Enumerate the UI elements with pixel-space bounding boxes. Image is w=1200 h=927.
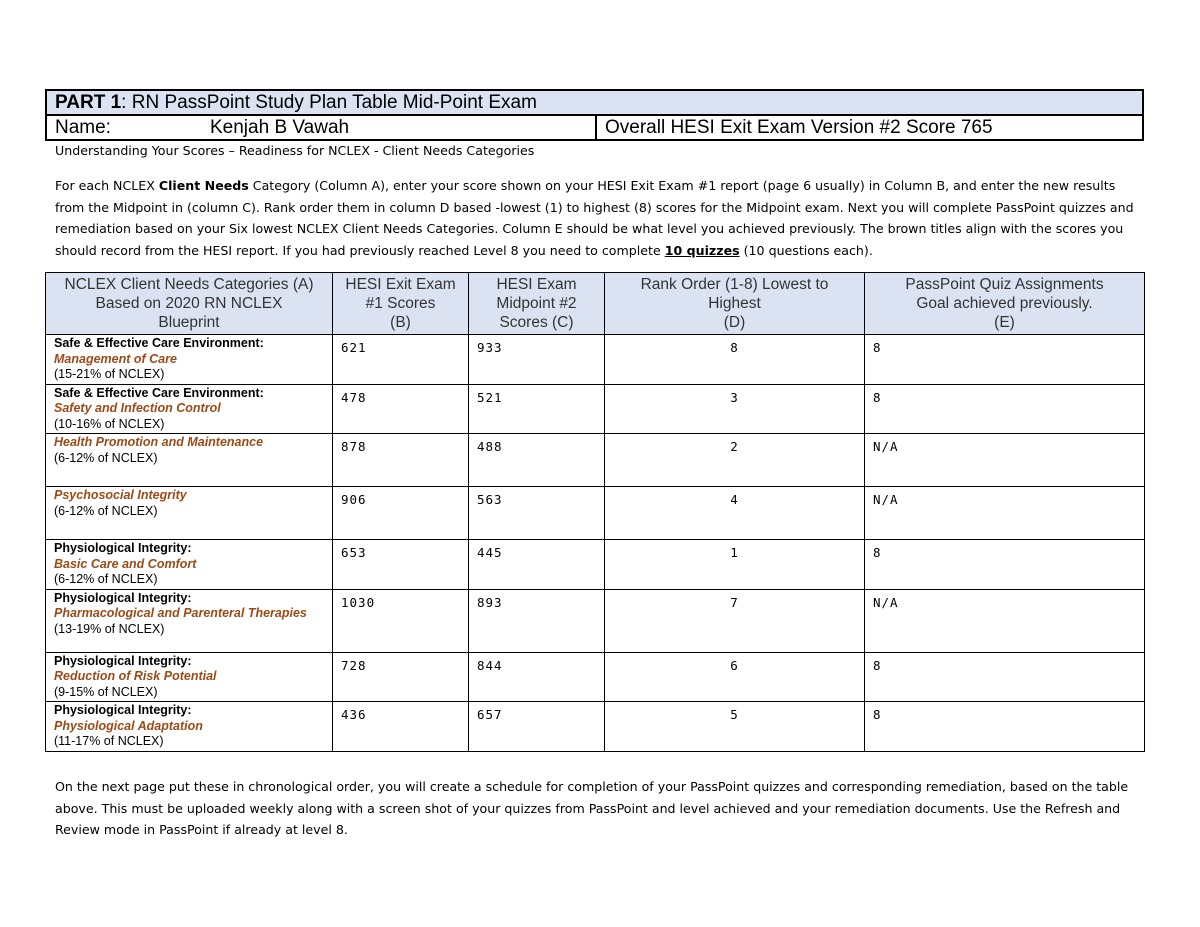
col-a-header: NCLEX Client Needs Categories (A) Based on 2020 RN NCLEX Blueprint <box>46 273 333 335</box>
category-name: Reduction of Risk Potential <box>54 669 217 683</box>
rank-cell: 1 <box>605 540 865 590</box>
category-name: Safety and Infection Control <box>54 401 221 415</box>
rank-cell: 4 <box>605 487 865 540</box>
score-b-cell: 436 <box>333 702 469 752</box>
table-header-row <box>46 273 1145 335</box>
category-percent: (6-12% of NCLEX) <box>54 503 158 518</box>
category-percent: (6-12% of NCLEX) <box>54 450 158 465</box>
goal-cell: N/A <box>865 434 1145 487</box>
score-b-cell: 478 <box>333 384 469 434</box>
col-b-header: HESI Exit Exam #1 Scores (B) <box>333 273 469 335</box>
rank-cell: 8 <box>605 335 865 385</box>
title-text: : RN PassPoint Study Plan Table Mid-Point Exam <box>121 91 537 113</box>
category-cell <box>46 589 333 652</box>
category-group: Safe & Effective Care Environment: <box>54 336 264 350</box>
col-d-header: Rank Order (1-8) Lowest to Highest (D) <box>605 273 865 335</box>
score-b-cell: 621 <box>333 335 469 385</box>
name-label: Name: <box>55 116 111 138</box>
overall-score: Overall HESI Exit Exam Version #2 Score 765 <box>596 115 1143 140</box>
category-percent: (11-17% of NCLEX) <box>54 734 164 748</box>
score-c-cell: 657 <box>469 702 605 752</box>
table-row <box>46 335 1145 385</box>
category-percent: (15-21% of NCLEX) <box>54 367 165 381</box>
score-c-cell: 893 <box>469 589 605 652</box>
category-cell <box>46 335 333 385</box>
table-row <box>46 487 1145 540</box>
col-c-header: HESI Exam Midpoint #2 Scores (C) <box>469 273 605 335</box>
category-cell <box>46 384 333 434</box>
category-group: Physiological Integrity: <box>54 541 192 555</box>
category-percent: (9-15% of NCLEX) <box>54 684 158 699</box>
category-cell <box>46 702 333 752</box>
score-b-cell: 728 <box>333 652 469 702</box>
header-table <box>45 89 1144 141</box>
category-group: Physiological Integrity: <box>54 653 192 668</box>
score-c-cell: 488 <box>469 434 605 487</box>
rank-cell: 5 <box>605 702 865 752</box>
goal-cell: 8 <box>865 540 1145 590</box>
category-cell <box>46 487 333 540</box>
score-b-cell: 1030 <box>333 589 469 652</box>
category-cell <box>46 652 333 702</box>
score-c-cell: 844 <box>469 652 605 702</box>
category-name: Management of Care <box>54 351 177 366</box>
goal-cell: 8 <box>865 335 1145 385</box>
category-cell <box>46 434 333 487</box>
goal-cell: N/A <box>865 487 1145 540</box>
closing-instructions: On the next page put these in chronological order, you will create a schedule for completion of your PassPoint quizzes and corresponding remediation, based on the table above. This must be uploaded weekly along with a screen shot of your quizzes from PassPoint and level achieved and your remediation documents. Use the Refresh and Review mode in PassPoint if already at level 8. <box>55 779 1129 837</box>
page-title <box>46 90 1143 115</box>
category-percent: (10-16% of NCLEX) <box>54 416 165 431</box>
category-percent: (13-19% of NCLEX) <box>54 621 165 636</box>
category-group: Physiological Integrity: <box>54 590 192 605</box>
rank-cell: 7 <box>605 589 865 652</box>
score-b-cell: 906 <box>333 487 469 540</box>
score-b-cell: 653 <box>333 540 469 590</box>
rank-cell: 3 <box>605 384 865 434</box>
name-value: Kenjah B Vawah <box>210 116 350 138</box>
goal-cell: N/A <box>865 589 1145 652</box>
name-cell <box>46 115 596 140</box>
score-b-cell: 878 <box>333 434 469 487</box>
part-label: PART 1 <box>55 91 122 113</box>
category-group: Safe & Effective Care Environment: <box>54 385 264 400</box>
category-group: Physiological Integrity: <box>54 703 192 717</box>
rank-cell: 6 <box>605 652 865 702</box>
goal-cell: 8 <box>865 652 1145 702</box>
study-plan-table <box>45 272 1145 752</box>
rank-cell: 2 <box>605 434 865 487</box>
category-name: Health Promotion and Maintenance <box>54 435 264 449</box>
goal-cell: 8 <box>865 702 1145 752</box>
table-row <box>46 702 1145 752</box>
table-row <box>46 384 1145 434</box>
category-name: Pharmacological and Parenteral Therapies <box>54 606 307 620</box>
category-name: Basic Care and Comfort <box>54 556 197 571</box>
category-name: Physiological Adaptation <box>54 718 203 733</box>
score-c-cell: 521 <box>469 384 605 434</box>
table-row <box>46 652 1145 702</box>
quizzes-emphasis: 10 quizzes <box>664 242 740 258</box>
score-c-cell: 563 <box>469 487 605 540</box>
category-cell <box>46 540 333 590</box>
score-c-cell: 933 <box>469 335 605 385</box>
table-row <box>46 434 1145 487</box>
instructions: For each NCLEX Client Needs Category (Column A), enter your score shown on your HESI Exit Exam #1 report (page 6 usually) in Column B, and enter the new results from the Midpoint in (column C). Rank order them in column D based -lowest (1) to highest (8) scores for the Midpoint exam. Next you will complete PassPoint quizzes and remediation based on your Six lowest NCLEX Client Needs Categories. Column E should be what level you achieved previously. The brown titles align with the scores you should record from the HESI report. If you had previously reached Level 8 you need to complete 10 quizzes (10 questions each). <box>55 178 1134 258</box>
col-e-header: PassPoint Quiz Assignments Goal achieved previously. (E) <box>865 273 1145 335</box>
goal-cell: 8 <box>865 384 1145 434</box>
category-name: Psychosocial Integrity <box>54 488 187 502</box>
table-row <box>46 589 1145 652</box>
subtitle: Understanding Your Scores – Readiness for NCLEX - Client Needs Categories <box>55 143 535 158</box>
category-percent: (6-12% of NCLEX) <box>54 572 158 586</box>
score-c-cell: 445 <box>469 540 605 590</box>
table-row <box>46 540 1145 590</box>
